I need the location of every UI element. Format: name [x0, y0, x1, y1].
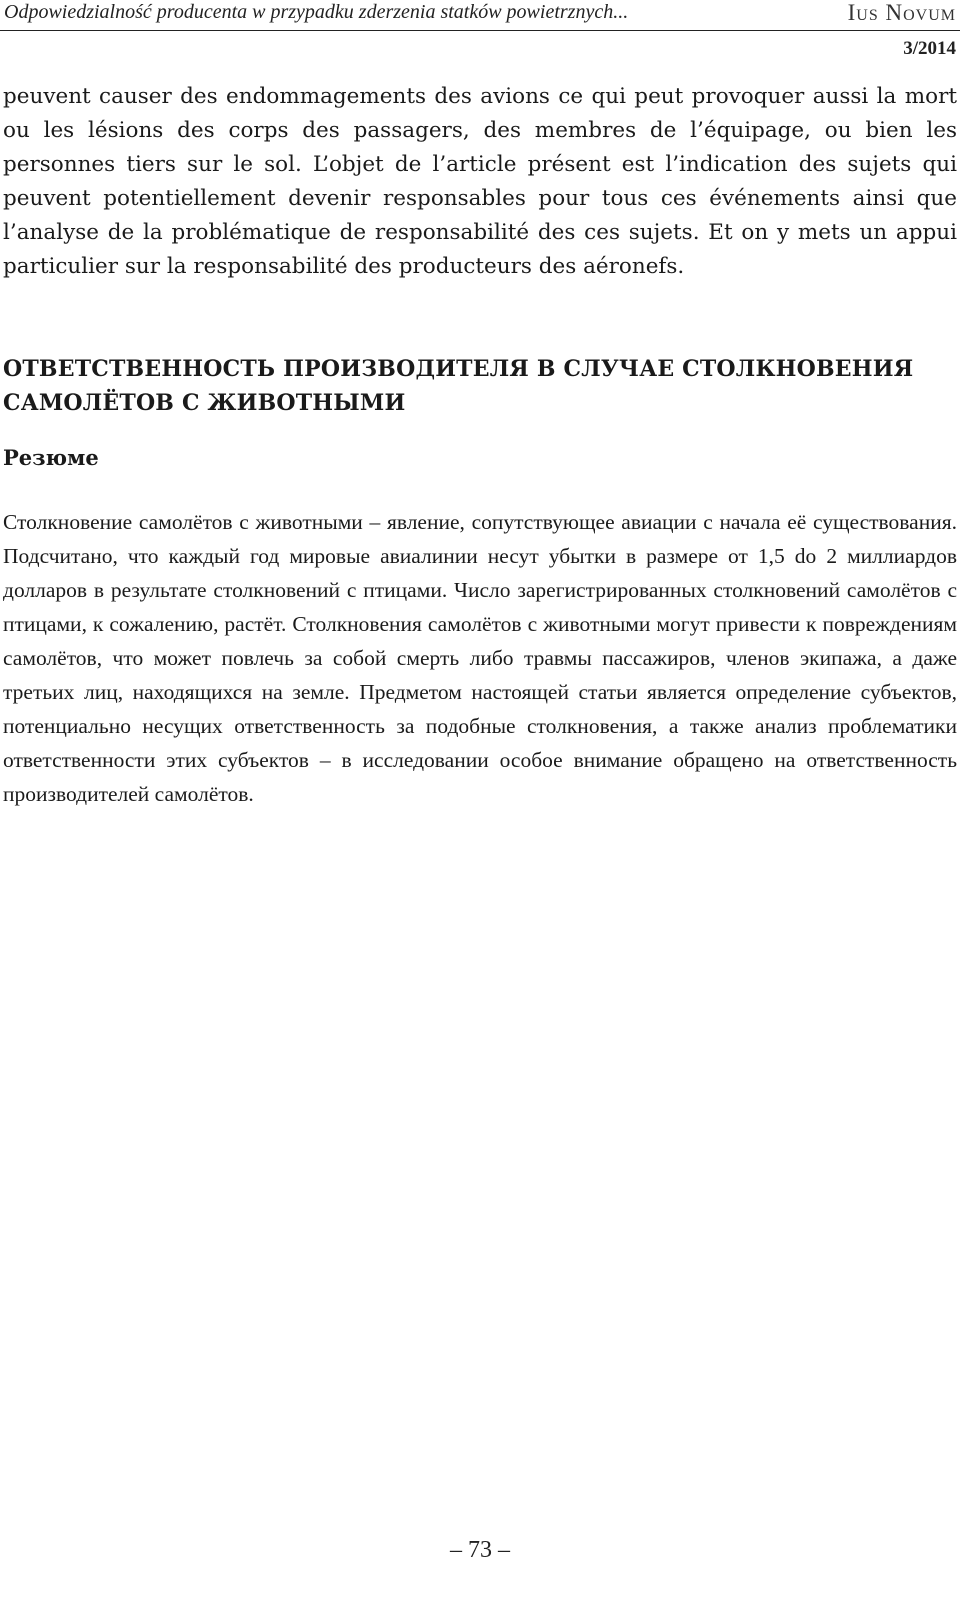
summary-heading: Резюме: [3, 445, 99, 470]
russian-abstract-paragraph: Столкновение самолётов с животными – явление, сопутствующее авиации с начала её существования. Подсчитано, что каждый год мировые авиалинии несут убытки в размере от 1,5 do 2 миллиардов долларов в результате столкновений с птицами. Число зарегистрированных столкновений самолётов с птицами, к сожалению, растёт. Столкновения самолётов с животными могут привести к повреждениям самолётов, что может повлечь за собой смерть либо травмы пассажиров, членов экипажа, а даже третьих лиц, находящихся на земле. Предметом настоящей статьи является определение субъектов, потенциально несущих ответственность за подобные столкновения, а также анализ проблематики ответственности этих субъектов – в исследовании особое внимание обращено на ответственность производителей самолётов.: [3, 510, 957, 806]
running-header: [0, 0, 960, 31]
journal-name: Ius Novum: [847, 0, 956, 25]
french-abstract-paragraph: peuvent causer des endommagements des avions ce qui peut provoquer aussi la mort ou les lésions des corps des passagers, des membres de l’équipage, ou bien les personnes tiers sur le sol. L’objet de l’article présent est l’indication des sujets qui peuvent potentiellement devenir responsables pour tous ces événements ainsi que l’analyse de la problématique de responsabilité des ces sujets. Et on y mets un appui particulier sur la responsabilité des producteurs des aéronefs.: [3, 84, 957, 279]
page-number: – 73 –: [450, 1537, 510, 1563]
issue-number: 3/2014: [903, 38, 956, 59]
running-title: Odpowiedzialność producenta w przypadku zderzenia statków powietrznych...: [4, 1, 629, 23]
russian-article-title: ОТВЕТСТВЕННОСТЬ ПРОИЗВОДИТЕЛЯ В СЛУЧАЕ СТОЛКНОВЕНИЯ САМОЛЁТОВ С ЖИВОТНЫМИ: [3, 356, 914, 416]
